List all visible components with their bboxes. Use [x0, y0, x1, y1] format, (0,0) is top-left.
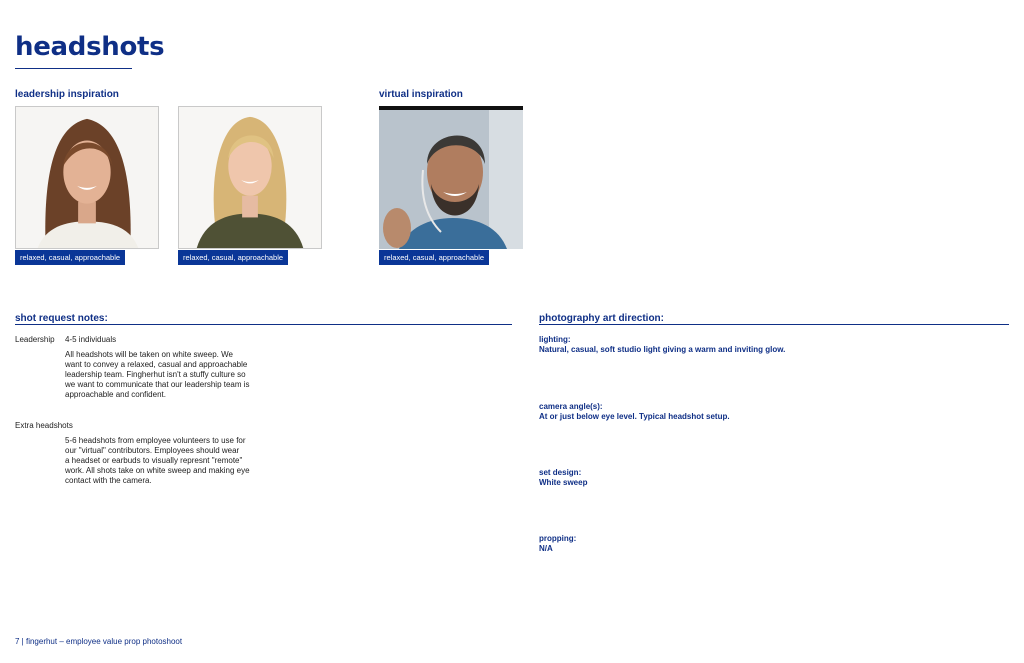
lighting-value: Natural, casual, soft studio light giving a warm and inviting glow.	[539, 345, 786, 354]
camera-angle-value: At or just below eye level. Typical headshot setup.	[539, 412, 730, 421]
set-design-label: set design:	[539, 468, 582, 477]
art-direction-heading: photography art direction:	[539, 313, 664, 324]
camera-angle-label: camera angle(s):	[539, 402, 603, 411]
note-count-leadership: 4-5 individuals	[65, 335, 117, 344]
shot-request-notes-heading: shot request notes:	[15, 313, 108, 324]
note-line: a headset or earbuds to visually represnt "remote"	[65, 456, 243, 465]
propping-value: N/A	[539, 544, 553, 553]
leadership-photo-1-caption: relaxed, casual, approachable	[15, 250, 125, 265]
leadership-photo-2-caption: relaxed, casual, approachable	[178, 250, 288, 265]
note-line: want to convey a relaxed, casual and approachable	[65, 360, 248, 369]
note-line: we want to communicate that our leadership team is	[65, 380, 250, 389]
notes-divider	[15, 324, 512, 325]
virtual-photo-1-caption: relaxed, casual, approachable	[379, 250, 489, 265]
leadership-photo-1	[15, 106, 159, 249]
virtual-inspiration-label: virtual inspiration	[379, 89, 463, 100]
leadership-photo-2	[178, 106, 322, 249]
note-line: 5-6 headshots from employee volunteers to use for	[65, 436, 246, 445]
propping-label: propping:	[539, 534, 577, 543]
note-line: All headshots will be taken on white sweep. We	[65, 350, 233, 359]
note-body-leadership	[65, 350, 265, 400]
virtual-photo-1	[379, 106, 523, 249]
woman-blonde-portrait-icon	[179, 107, 321, 248]
note-label-extra-headshots: Extra headshots	[15, 421, 73, 430]
note-label-leadership: Leadership	[15, 335, 55, 344]
leadership-inspiration-label: leadership inspiration	[15, 89, 119, 100]
set-design-value: White sweep	[539, 478, 588, 487]
page-footer: 7 | fingerhut – employee value prop photoshoot	[15, 637, 183, 646]
woman-brunette-portrait-icon	[16, 107, 158, 248]
man-headset-portrait-icon	[379, 110, 523, 249]
note-body-extra-headshots	[65, 436, 265, 486]
lighting-label: lighting:	[539, 335, 571, 344]
note-line: contact with the camera.	[65, 476, 152, 485]
note-line: approachable and confident.	[65, 390, 166, 399]
title-underline	[15, 68, 132, 69]
note-line: our "virtual" contributors. Employees should wear	[65, 446, 240, 455]
page-title: headshots	[15, 32, 165, 62]
note-line: work. All shots take on white sweep and making eye	[65, 466, 250, 475]
note-line: leadership team. Fingherhut isn't a stuffy culture so	[65, 370, 246, 379]
direction-divider	[539, 324, 1009, 325]
